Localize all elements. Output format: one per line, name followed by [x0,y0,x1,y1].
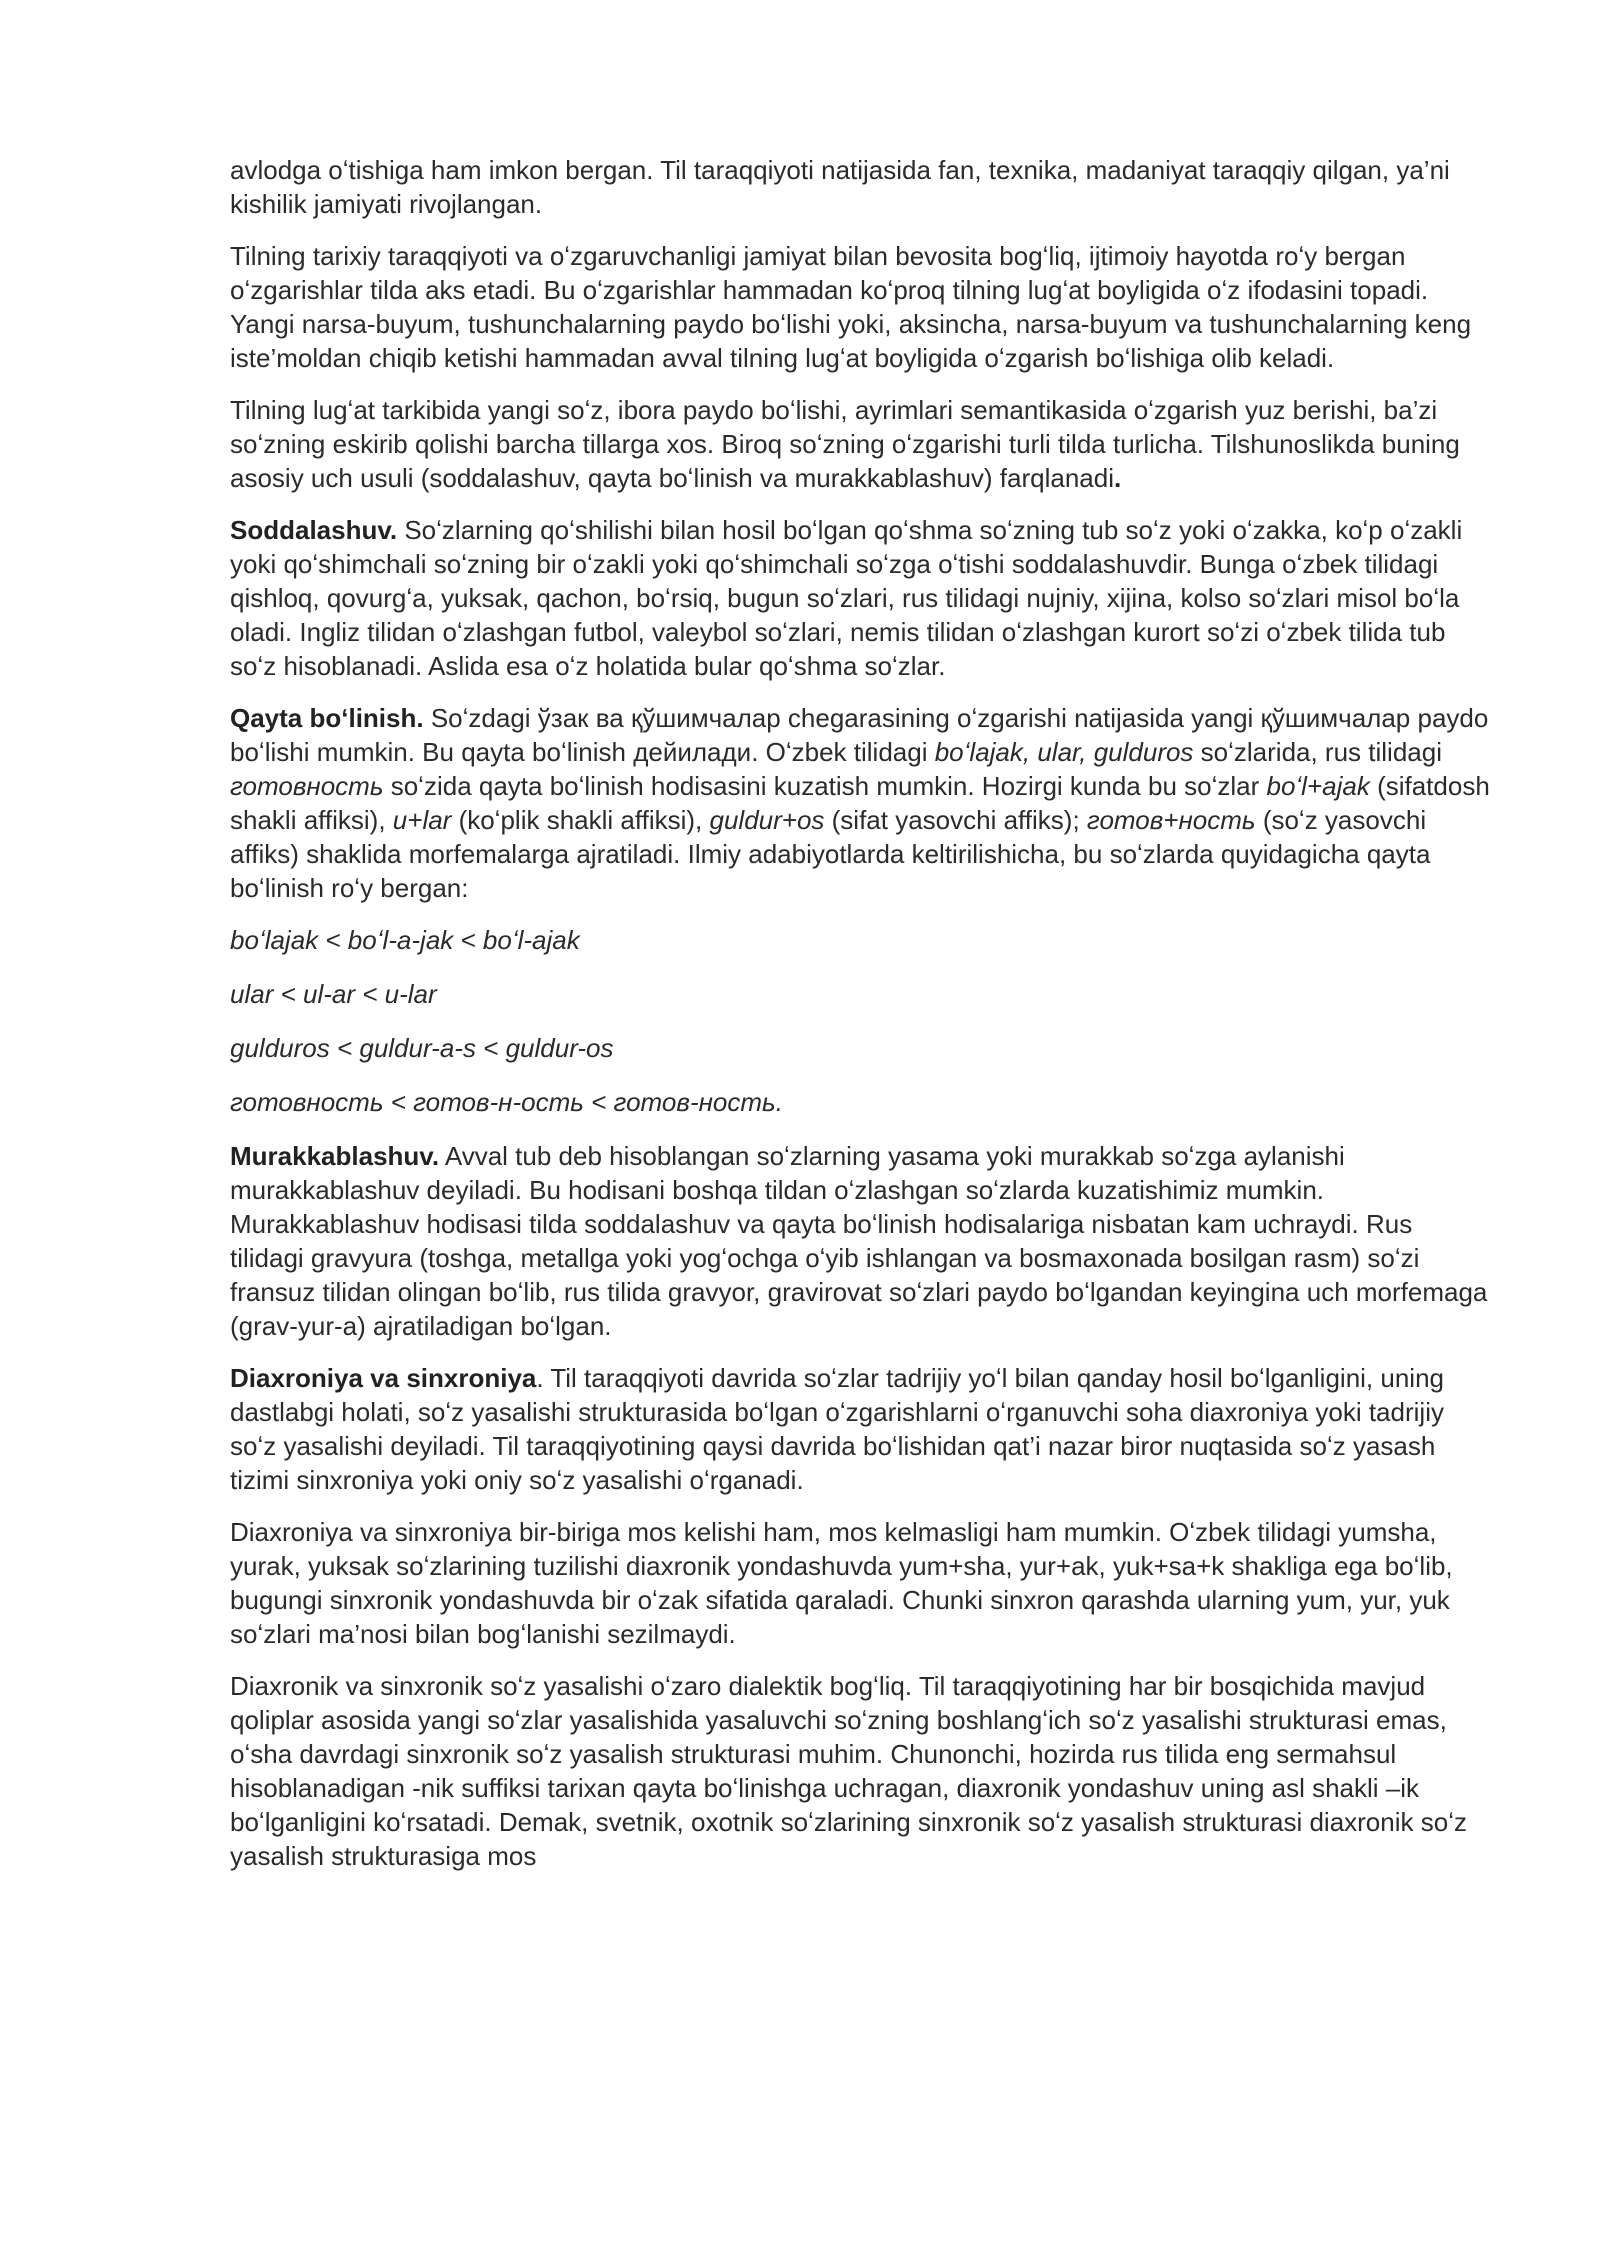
paragraph-2 [230,239,1490,375]
paragraph-9 [230,1669,1490,1873]
qayta-text-a: Soʻzdagi ўзак ва қўшимчалар chegarasining oʻzgarishi natijasida yangi қўшимчалар paydo boʻlishi mumkin. Bu qayta boʻlinish дейилади. Oʻzbek tilidagi [230,703,1489,767]
paragraph-1 [230,153,1490,221]
qayta-text-e: (koʻplik shakli affiksi), [451,805,710,835]
paragraph-3 [230,393,1490,495]
term-diaxroniya-sinxroniya: Diaxroniya va sinxroniya [230,1363,537,1393]
qayta-italic-3: boʻl+ajak [1266,771,1370,801]
paragraph-9-text: Diaxronik va sinxronik soʻz yasalishi oʻzaro dialektik bogʻliq. Til taraqqiyotining har bir bosqichida mavjud qoliplar asosida yangi soʻzlar yasalishida yasaluvchi soʻzning boshlangʻich soʻz yasalishi strukturasi emas, oʻsha davrdagi sinxronik soʻz yasalish strukturasi muhim. Chunonchi, hozirda rus tilida eng sermahsul hisoblanadigan -nik suffiksi tarixan qayta boʻlinishga uchragan, diaxronik yondashuv uning asl shakli –ik boʻlganligini koʻrsatadi. Demak, svetnik, oxotnik soʻzlarining sinxronik soʻz yasalish strukturasi diaxronik soʻz yasalish strukturasiga mos [230,1671,1467,1871]
paragraph-3-bold-dot: . [1114,463,1122,493]
term-qayta-bolinish: Qayta boʻlinish. [230,703,424,733]
term-murakkablashuv: Murakkablashuv. [230,1141,440,1171]
formula-gulduros: gulduros < guldur-a-s < guldur-os [230,1033,614,1063]
qayta-italic-2: готовность [230,771,384,801]
qayta-italic-5: guldur+os [709,805,825,835]
qayta-text-b: soʻzlarida, rus tilidagi [1193,737,1442,767]
paragraph-2-text: Tilning tarixiy taraqqiyoti va oʻzgaruvchanligi jamiyat bilan bevosita bogʻliq, ijtimoiy hayotda roʻy bergan oʻzgarishlar tilda aks etadi. Bu oʻzgarishlar hammadan koʻproq tilning lugʻat boyligida oʻz ifodasini topadi. Yangi narsa-buyum, tushunchalarning paydo boʻlishi yoki, aksincha, narsa-buyum va tushunchalarning keng iste’moldan chiqib ketishi hammadan avval tilning lugʻat boyligida oʻzgarish boʻlishiga olib keladi. [230,241,1472,373]
murakkablashuv-text: Avval tub deb hisoblangan soʻzlarning yasama yoki murakkab soʻzga aylanishi murakkablashuv deyiladi. Bu hodisani boshqa tildan oʻzlashgan soʻzlarda kuzatishimiz mumkin. Murakkablashuv hodisasi tilda soddalashuv va qayta boʻlinish hodisalariga nisbatan kam uchraydi. Rus tilidagi gravyura (toshga, metallga yoki yogʻochga oʻyib ishlangan va bosmaxonada bosilgan rasm) soʻzi fransuz tilidan olingan boʻlib, rus tilida gravyor, gravirovat soʻzlari paydo boʻlgandan keyingina uch morfemaga (grav-yur-a) ajratiladigan boʻlgan. [230,1141,1488,1341]
paragraph-diaxroniya [230,1361,1490,1497]
formula-ular: ular < ul-ar < u-lar [230,979,437,1009]
paragraph-8 [230,1515,1490,1651]
paragraph-qayta-bolinish [230,701,1490,905]
qayta-text-c: soʻzida qayta boʻlinish hodisasini kuzatish mumkin. Hozirgi kunda bu soʻzlar [383,771,1267,801]
paragraph-3-text: Tilning lugʻat tarkibida yangi soʻz, ibora paydo boʻlishi, ayrimlari semantikasida oʻzgarish yuz berishi, ba’zi soʻzning eskirib qolishi barcha tillarga xos. Biroq soʻzning oʻzgarishi turli tilda turlicha. Tilshunoslikda buning asosiy uch usuli (soddalashuv, qayta boʻlinish va murakkablashuv) farqlanadi [230,395,1460,493]
term-soddalashuv: Soddalashuv. [230,515,398,545]
paragraph-soddalashuv [230,513,1490,683]
soddalashuv-text: Soʻzlarning qoʻshilishi bilan hosil boʻlgan qoʻshma soʻzning tub soʻz yoki oʻzakka, koʻp oʻzakli yoki qoʻshimchali soʻzning bir oʻzakli yoki qoʻshimchali soʻzga oʻtishi soddalashuvdir. Bunga oʻzbek tilidagi qishloq, qovurgʻa, yuksak, qachon, boʻrsiq, bugun soʻzlari, rus tilidagi nujniy, xijina, kolso soʻzlari misol boʻla oladi. Ingliz tilidan oʻzlashgan futbol, valeybol soʻzlari, nemis tilidan oʻzlashgan kurort soʻzi oʻzbek tilida tub soʻz hisoblanadi. Aslida esa oʻz holatida bular qoʻshma soʻzlar. [230,515,1463,681]
qayta-text-g: (soʻz yasovchi affiks) shaklida morfemalarga ajratiladi. Ilmiy adabiyotlarda keltirilishicha, bu soʻzlarda quyidagicha qayta boʻlinish roʻy bergan: [230,805,1431,903]
paragraph-murakkablashuv [230,1139,1490,1343]
document-page [230,153,1490,1891]
formula-gotovnost: готовность < готов-н-ость < готов-ность. [230,1087,783,1117]
diaxroniya-text: . Til taraqqiyoti davrida soʻzlar tadrijiy yoʻl bilan qanday hosil boʻlganligini, uning dastlabgi holati, soʻz yasalishi strukturasida boʻlgan oʻzgarishlarni oʻrganuvchi soha diaxroniya yoki tadrijiy soʻz yasalishi deyiladi. Til taraqqiyotining qaysi davrida boʻlishidan qat’i nazar biror nuqtasida soʻz yasash tizimi sinxroniya yoki oniy soʻz yasalishi oʻrganadi. [230,1363,1444,1495]
qayta-text-f: (sifat yasovchi affiks); [824,805,1087,835]
paragraph-8-text: Diaxroniya va sinxroniya bir-biriga mos kelishi ham, mos kelmasligi ham mumkin. Oʻzbek tilidagi yumsha, yurak, yuksak soʻzlarining tuzilishi diaxronik yondashuvda yum+sha, yur+ak, yuk+sa+k shakliga ega boʻlib, bugungi sinxronik yondashuvda bir oʻzak sifatida qaraladi. Chunki sinxron qarashda ularning yum, yur, yuk soʻzlari ma’nosi bilan bogʻlanishi sezilmaydi. [230,1517,1453,1649]
paragraph-1-text: avlodga oʻtishiga ham imkon bergan. Til taraqqiyoti natijasida fan, texnika, madaniyat taraqqiy qilgan, ya’ni kishilik jamiyati rivojlangan. [230,155,1450,219]
qayta-italic-4: u+lar [392,805,452,835]
formula-bolajak: boʻlajak < boʻl-a-jak < boʻl-ajak [230,925,580,955]
qayta-italic-1: boʻlajak, ular, gulduros [934,737,1194,767]
qayta-italic-6: готов+ность [1086,805,1256,835]
qayta-text-d: (sifatdosh shakli affiksi), [230,771,1490,835]
